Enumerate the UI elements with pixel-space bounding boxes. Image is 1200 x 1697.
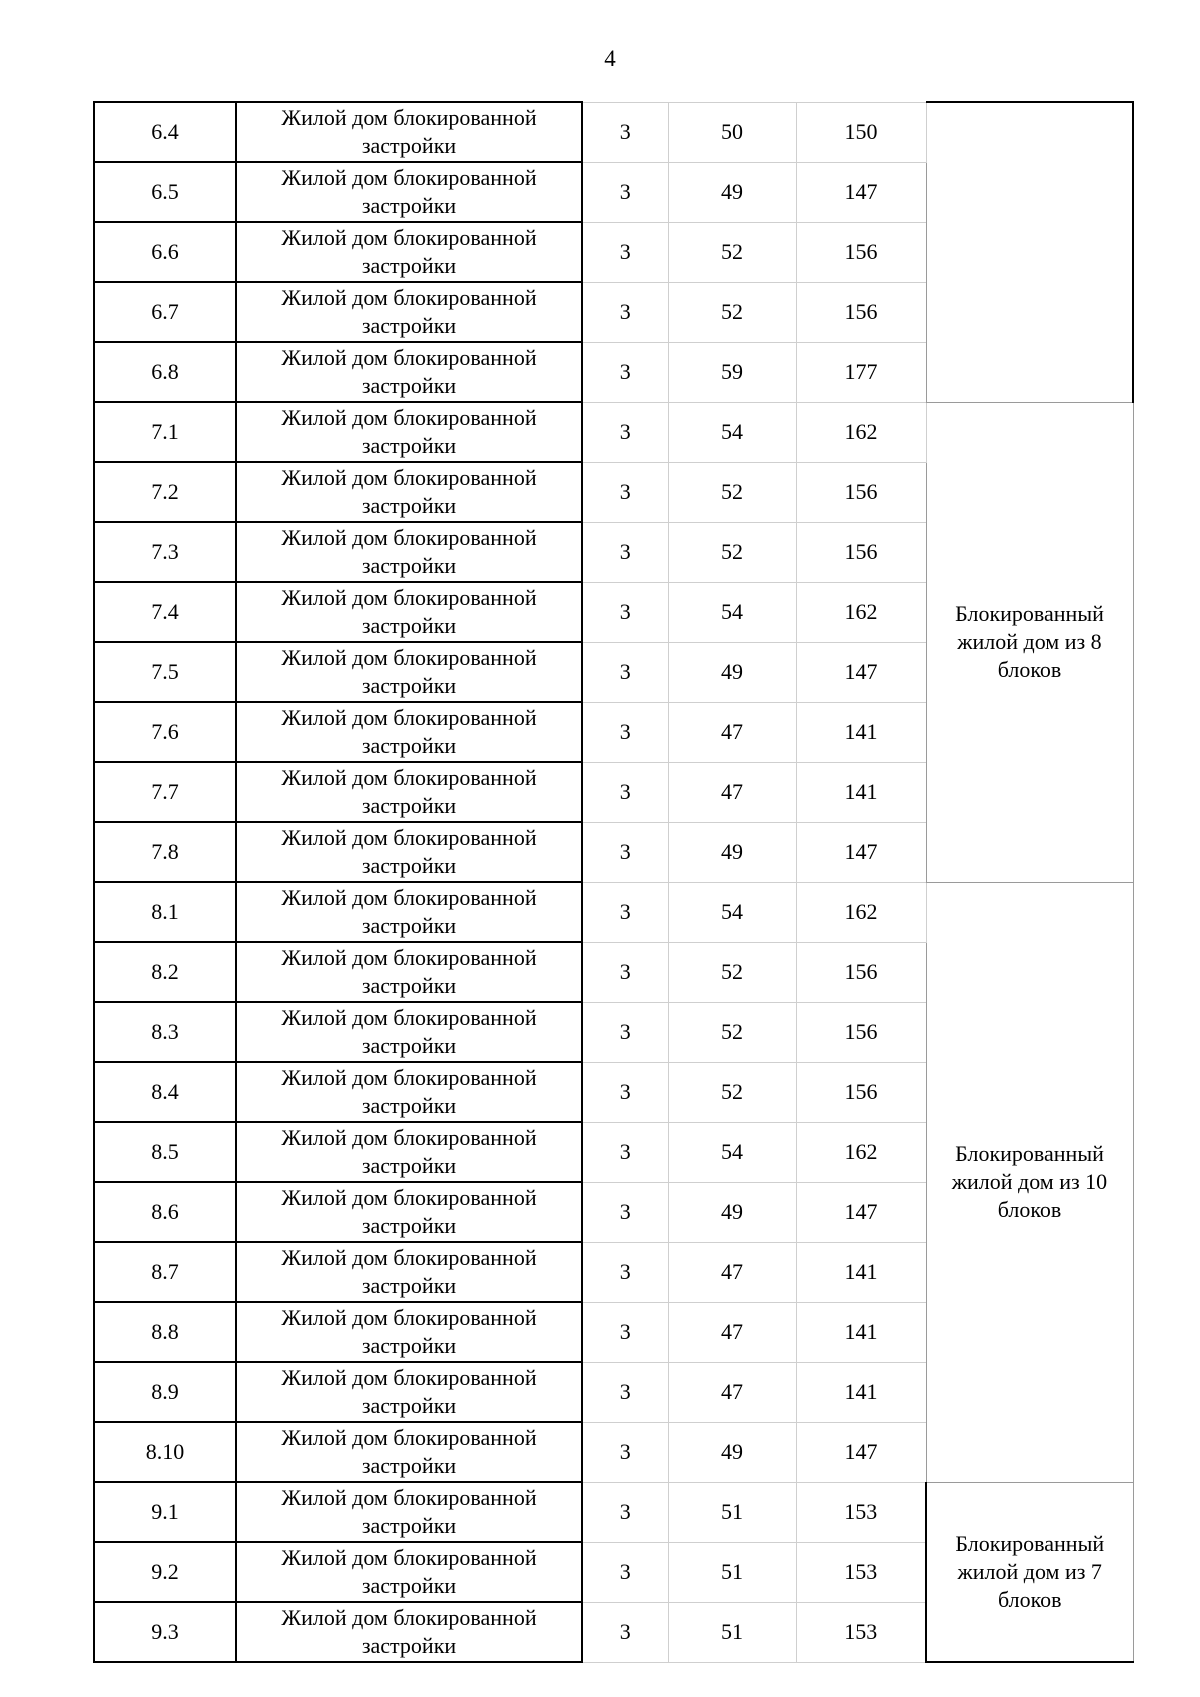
building-name-cell: Жилой дом блокированной застройки: [236, 822, 582, 882]
block-area-cell: 52: [668, 282, 796, 342]
floors-cell: 3: [582, 282, 668, 342]
building-group-note: [926, 102, 1133, 402]
building-name-cell: Жилой дом блокированной застройки: [236, 402, 582, 462]
building-name-cell: Жилой дом блокированной застройки: [236, 162, 582, 222]
block-area-cell: 52: [668, 462, 796, 522]
building-name-cell: Жилой дом блокированной застройки: [236, 282, 582, 342]
total-area-cell: 162: [796, 582, 926, 642]
total-area-cell: 147: [796, 822, 926, 882]
row-number-cell: 9.1: [94, 1482, 236, 1542]
block-area-cell: 50: [668, 102, 796, 162]
total-area-cell: 156: [796, 942, 926, 1002]
building-group-note-text: Блокированный жилой дом из 10 блоков: [951, 1141, 1108, 1222]
floors-cell: 3: [582, 462, 668, 522]
row-number-cell: 8.10: [94, 1422, 236, 1482]
floors-cell: 3: [582, 1602, 668, 1662]
floors-cell: 3: [582, 342, 668, 402]
building-name-cell: Жилой дом блокированной застройки: [236, 522, 582, 582]
total-area-cell: 141: [796, 1302, 926, 1362]
row-number-cell: 8.8: [94, 1302, 236, 1362]
building-name-cell: Жилой дом блокированной застройки: [236, 942, 582, 1002]
building-group-note: [926, 882, 1133, 1482]
building-name-cell: Жилой дом блокированной застройки: [236, 1602, 582, 1662]
block-area-cell: 54: [668, 582, 796, 642]
floors-cell: 3: [582, 822, 668, 882]
block-area-cell: 54: [668, 1122, 796, 1182]
row-number-cell: 7.6: [94, 702, 236, 762]
floors-cell: 3: [582, 1242, 668, 1302]
buildings-table: [93, 101, 1134, 1663]
block-area-cell: 47: [668, 1362, 796, 1422]
floors-cell: 3: [582, 702, 668, 762]
building-name-cell: Жилой дом блокированной застройки: [236, 1242, 582, 1302]
block-area-cell: 49: [668, 162, 796, 222]
row-number-cell: 8.5: [94, 1122, 236, 1182]
building-name-cell: Жилой дом блокированной застройки: [236, 1182, 582, 1242]
floors-cell: 3: [582, 942, 668, 1002]
block-area-cell: 59: [668, 342, 796, 402]
floors-cell: 3: [582, 882, 668, 942]
building-name-cell: Жилой дом блокированной застройки: [236, 1062, 582, 1122]
row-number-cell: 8.7: [94, 1242, 236, 1302]
total-area-cell: 147: [796, 642, 926, 702]
building-name-cell: Жилой дом блокированной застройки: [236, 762, 582, 822]
block-area-cell: 52: [668, 222, 796, 282]
total-area-cell: 153: [796, 1602, 926, 1662]
total-area-cell: 156: [796, 522, 926, 582]
floors-cell: 3: [582, 1422, 668, 1482]
block-area-cell: 49: [668, 822, 796, 882]
building-name-cell: Жилой дом блокированной застройки: [236, 342, 582, 402]
floors-cell: 3: [582, 582, 668, 642]
block-area-cell: 49: [668, 1182, 796, 1242]
block-area-cell: 52: [668, 942, 796, 1002]
floors-cell: 3: [582, 522, 668, 582]
building-name-cell: Жилой дом блокированной застройки: [236, 642, 582, 702]
row-number-cell: 7.1: [94, 402, 236, 462]
building-name-cell: Жилой дом блокированной застройки: [236, 1122, 582, 1182]
row-number-cell: 7.4: [94, 582, 236, 642]
row-number-cell: 8.4: [94, 1062, 236, 1122]
building-name-cell: Жилой дом блокированной застройки: [236, 582, 582, 642]
building-group-note: [926, 1482, 1133, 1662]
building-name-cell: Жилой дом блокированной застройки: [236, 702, 582, 762]
row-number-cell: 7.7: [94, 762, 236, 822]
row-number-cell: 8.1: [94, 882, 236, 942]
total-area-cell: 162: [796, 402, 926, 462]
row-number-cell: 6.8: [94, 342, 236, 402]
block-area-cell: 49: [668, 642, 796, 702]
table-body: [94, 102, 1133, 1662]
building-name-cell: Жилой дом блокированной застройки: [236, 1542, 582, 1602]
floors-cell: 3: [582, 162, 668, 222]
row-number-cell: 8.2: [94, 942, 236, 1002]
block-area-cell: 51: [668, 1602, 796, 1662]
total-area-cell: 162: [796, 1122, 926, 1182]
floors-cell: 3: [582, 642, 668, 702]
total-area-cell: 141: [796, 1242, 926, 1302]
row-number-cell: 8.9: [94, 1362, 236, 1422]
total-area-cell: 150: [796, 102, 926, 162]
row-number-cell: 8.6: [94, 1182, 236, 1242]
floors-cell: 3: [582, 1062, 668, 1122]
total-area-cell: 141: [796, 702, 926, 762]
table-row: [94, 102, 1133, 162]
row-number-cell: 7.8: [94, 822, 236, 882]
table-row: [94, 402, 1133, 462]
row-number-cell: 9.3: [94, 1602, 236, 1662]
total-area-cell: 156: [796, 1002, 926, 1062]
block-area-cell: 51: [668, 1542, 796, 1602]
block-area-cell: 54: [668, 402, 796, 462]
row-number-cell: 7.5: [94, 642, 236, 702]
block-area-cell: 47: [668, 1242, 796, 1302]
floors-cell: 3: [582, 1482, 668, 1542]
total-area-cell: 156: [796, 282, 926, 342]
block-area-cell: 51: [668, 1482, 796, 1542]
total-area-cell: 147: [796, 1422, 926, 1482]
total-area-cell: 141: [796, 1362, 926, 1422]
total-area-cell: 156: [796, 222, 926, 282]
total-area-cell: 153: [796, 1542, 926, 1602]
building-name-cell: Жилой дом блокированной застройки: [236, 1422, 582, 1482]
row-number-cell: 6.6: [94, 222, 236, 282]
block-area-cell: 49: [668, 1422, 796, 1482]
total-area-cell: 156: [796, 1062, 926, 1122]
total-area-cell: 153: [796, 1482, 926, 1542]
building-group-note-text: Блокированный жилой дом из 8 блоков: [955, 601, 1104, 682]
table-row: [94, 1482, 1133, 1542]
total-area-cell: 147: [796, 162, 926, 222]
row-number-cell: 6.5: [94, 162, 236, 222]
building-name-cell: Жилой дом блокированной застройки: [236, 1002, 582, 1062]
floors-cell: 3: [582, 1182, 668, 1242]
table-row: [94, 882, 1133, 942]
building-name-cell: Жилой дом блокированной застройки: [236, 1302, 582, 1362]
building-name-cell: Жилой дом блокированной застройки: [236, 882, 582, 942]
block-area-cell: 54: [668, 882, 796, 942]
total-area-cell: 141: [796, 762, 926, 822]
building-name-cell: Жилой дом блокированной застройки: [236, 462, 582, 522]
building-group-note-text: Блокированный жилой дом из 7 блоков: [955, 1530, 1105, 1612]
building-name-cell: Жилой дом блокированной застройки: [236, 222, 582, 282]
block-area-cell: 47: [668, 762, 796, 822]
block-area-cell: 52: [668, 522, 796, 582]
block-area-cell: 52: [668, 1062, 796, 1122]
building-name-cell: Жилой дом блокированной застройки: [236, 1482, 582, 1542]
block-area-cell: 47: [668, 1302, 796, 1362]
block-area-cell: 52: [668, 1002, 796, 1062]
total-area-cell: 156: [796, 462, 926, 522]
total-area-cell: 162: [796, 882, 926, 942]
floors-cell: 3: [582, 1302, 668, 1362]
page-number: 4: [604, 46, 616, 71]
floors-cell: 3: [582, 1362, 668, 1422]
floors-cell: 3: [582, 1542, 668, 1602]
floors-cell: 3: [582, 102, 668, 162]
block-area-cell: 47: [668, 702, 796, 762]
building-name-cell: Жилой дом блокированной застройки: [236, 102, 582, 162]
total-area-cell: 177: [796, 342, 926, 402]
floors-cell: 3: [582, 762, 668, 822]
row-number-cell: 6.4: [94, 102, 236, 162]
row-number-cell: 6.7: [94, 282, 236, 342]
floors-cell: 3: [582, 402, 668, 462]
total-area-cell: 147: [796, 1182, 926, 1242]
row-number-cell: 9.2: [94, 1542, 236, 1602]
row-number-cell: 7.3: [94, 522, 236, 582]
building-name-cell: Жилой дом блокированной застройки: [236, 1362, 582, 1422]
floors-cell: 3: [582, 1122, 668, 1182]
floors-cell: 3: [582, 222, 668, 282]
building-group-note: [926, 402, 1133, 882]
row-number-cell: 8.3: [94, 1002, 236, 1062]
row-number-cell: 7.2: [94, 462, 236, 522]
floors-cell: 3: [582, 1002, 668, 1062]
